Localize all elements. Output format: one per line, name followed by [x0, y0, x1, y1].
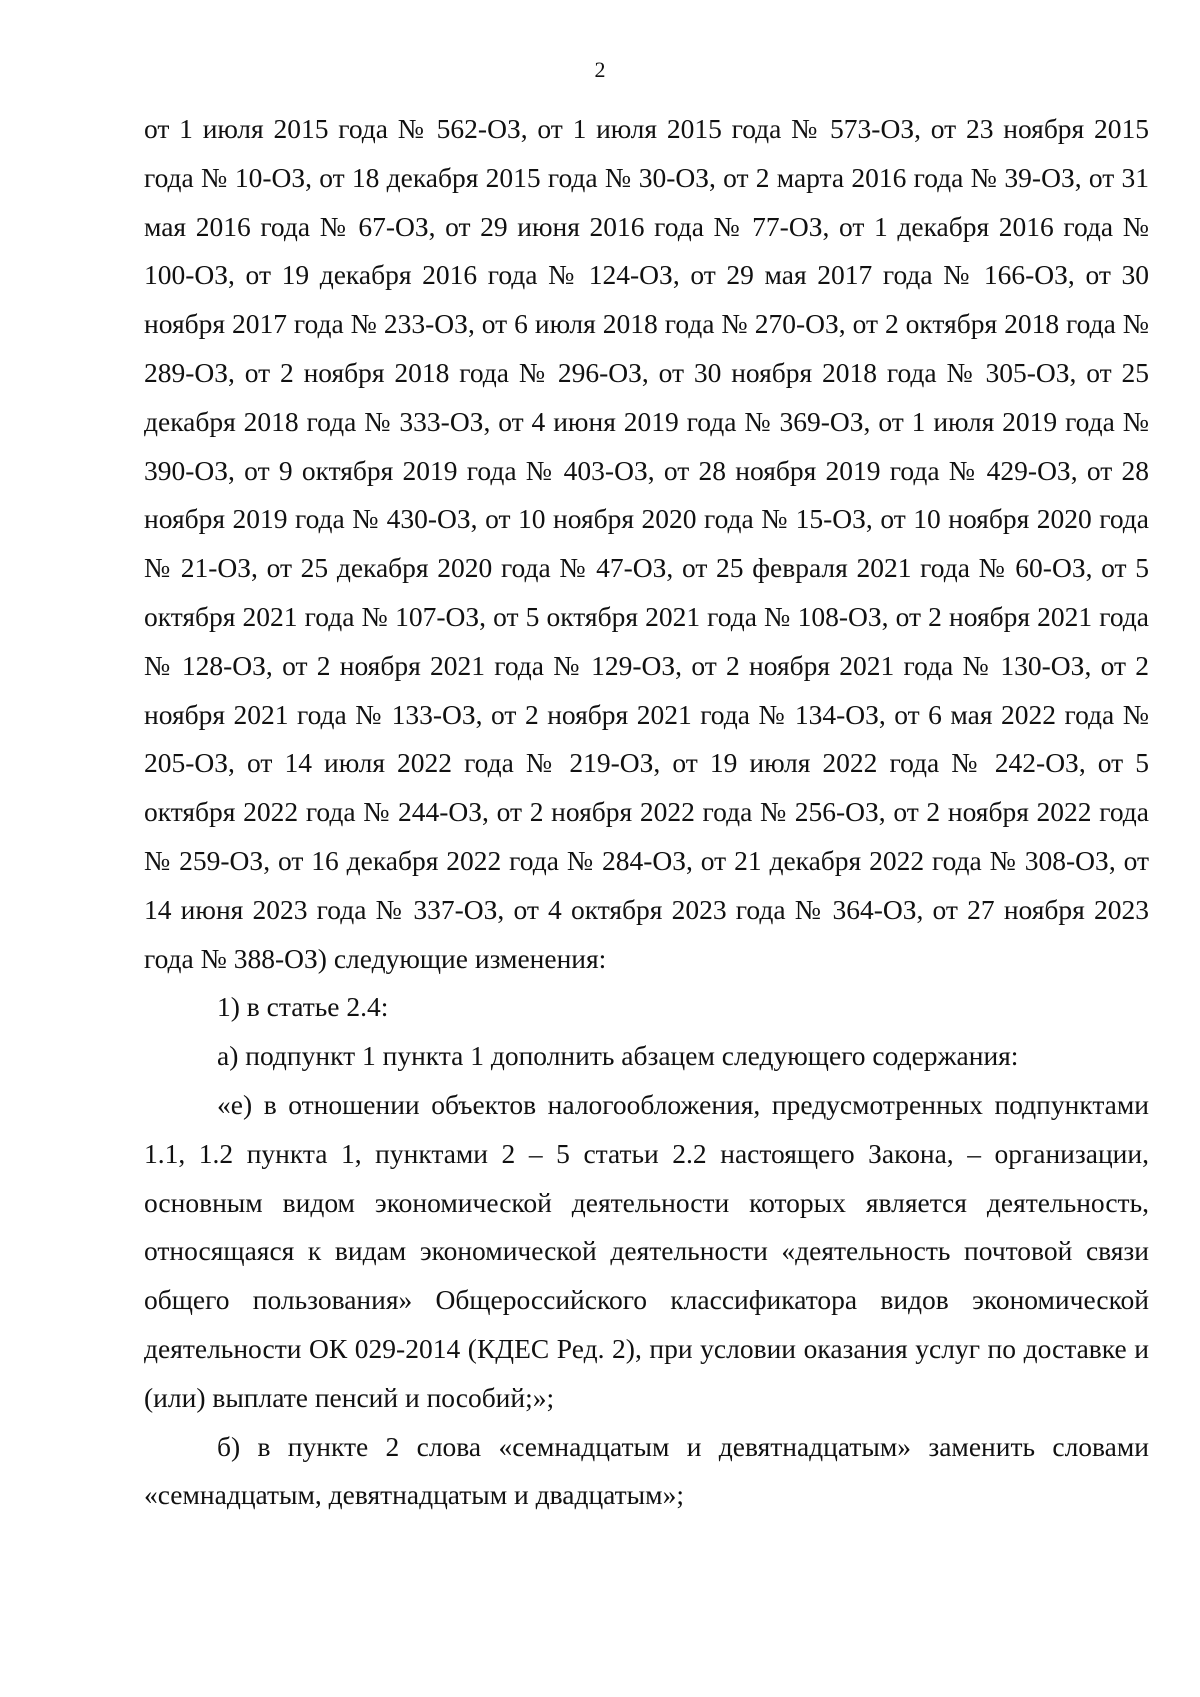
page-number: 2	[594, 57, 606, 82]
quoted-insertion-paragraph: «е) в отношении объектов налогообложения, предусмотренных подпунктами 1.1, 1.2 пункта 1, пунктами 2 – 5 статьи 2.2 настоящего Закона, – организации, основным видом экономической деятельности которых является деятельность, относящаяся к видам экономической деятельности «деятельность почтовой связи общего пользования» Общероссийского классификатора видов экономической деятельности ОК 029-2014 (КДЕС Ред. 2), при условии оказания услуг по доставке и (или) выплате пенсий и пособий;»;	[144, 1088, 1149, 1413]
subitem-b-paragraph: б) в пункте 2 слова «семнадцатым и девятнадцатым» заменить словами «семнадцатым, девятнадцатым и двадцатым»;	[144, 1430, 1149, 1511]
document-body	[144, 105, 1149, 1520]
subitem-a-paragraph: а) подпункт 1 пункта 1 дополнить абзацем следующего содержания:	[217, 1040, 1019, 1072]
item-1-heading: 1) в статье 2.4:	[217, 991, 389, 1023]
amendment-list-paragraph: от 1 июля 2015 года № 562-ОЗ, от 1 июля 2015 года № 573-ОЗ, от 23 ноября 2015 года № 10-ОЗ, от 18 декабря 2015 года № 30-ОЗ, от 2 марта 2016 года № 39-ОЗ, от 31 мая 2016 года № 67-ОЗ, от 29 июня 2016 года № 77-ОЗ, от 1 декабря 2016 года № 100-ОЗ, от 19 декабря 2016 года № 124-ОЗ, от 29 мая 2017 года № 166-ОЗ, от 30 ноября 2017 года № 233-ОЗ, от 6 июля 2018 года № 270-ОЗ, от 2 октября 2018 года № 289-ОЗ, от 2 ноября 2018 года № 296-ОЗ, от 30 ноября 2018 года № 305-ОЗ, от 25 декабря 2018 года № 333-ОЗ, от 4 июня 2019 года № 369-ОЗ, от 1 июля 2019 года № 390-ОЗ, от 9 октября 2019 года № 403-ОЗ, от 28 ноября 2019 года № 429-ОЗ, от 28 ноября 2019 года № 430-ОЗ, от 10 ноября 2020 года № 15-ОЗ, от 10 ноября 2020 года № 21-ОЗ, от 25 декабря 2020 года № 47-ОЗ, от 25 февраля 2021 года № 60-ОЗ, от 5 октября 2021 года № 107-ОЗ, от 5 октября 2021 года № 108-ОЗ, от 2 ноября 2021 года № 128-ОЗ, от 2 ноября 2021 года № 129-ОЗ, от 2 ноября 2021 года № 130-ОЗ, от 2 ноября 2021 года № 133-ОЗ, от 2 ноября 2021 года № 134-ОЗ, от 6 мая 2022 года № 205-ОЗ, от 14 июля 2022 года № 219-ОЗ, от 19 июля 2022 года № 242-ОЗ, от 5 октября 2022 года № 244-ОЗ, от 2 ноября 2022 года № 256-ОЗ, от 2 ноября 2022 года № 259-ОЗ, от 16 декабря 2022 года № 284-ОЗ, от 21 декабря 2022 года № 308-ОЗ, от 14 июня 2023 года № 337-ОЗ, от 4 октября 2023 года № 364-ОЗ, от 27 ноября 2023 года № 388-ОЗ) следующие изменения:	[144, 113, 1149, 974]
